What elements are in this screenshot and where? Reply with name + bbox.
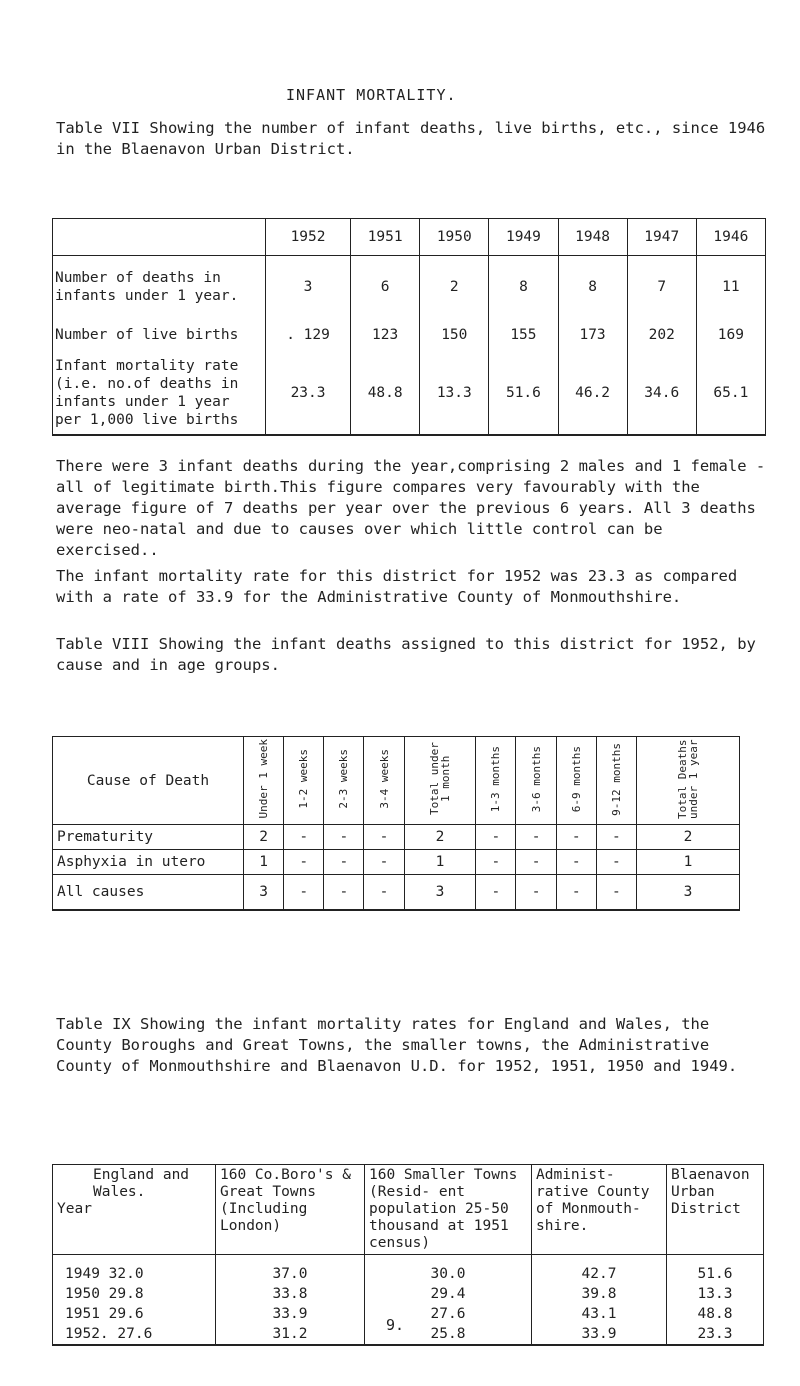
year-header: 1948 [558,219,627,256]
table-cell: - [596,875,636,911]
table-row [53,352,766,435]
table-cell: 23.3 [667,1324,764,1345]
row-label: Number of live births [53,318,266,352]
table-cell: 3 [637,875,740,911]
age-group-header: 9-12 months [596,737,636,825]
table-cell: 33.9 [216,1304,365,1324]
boroughs-header: 160 Co.Boro's & Great Towns (Including London) [216,1165,365,1255]
age-group-header: 3-6 months [516,737,556,825]
table-cell: - [324,875,364,911]
row-label: Asphyxia in utero [53,850,244,875]
table-cell: - [596,825,636,850]
table-cell: 6 [351,256,420,319]
table-row [53,875,740,911]
table-cell: - [516,875,556,911]
year-cell: 1951 29.6 [53,1304,216,1324]
table7-caption: Table VII Showing the number of infant deaths, live births, etc., since 1946 in the Blaenavon Urban District. [56,119,766,158]
table-cell: - [364,825,404,850]
table-cell: - [364,850,404,875]
table-cell: 25.8 [365,1324,532,1345]
year-header: 1950 [420,219,489,256]
table-cell: 51.6 [489,352,558,435]
age-group-header: Under 1 week [244,737,284,825]
table-cell: 30.0 [365,1255,532,1285]
year-header: 1952 [266,219,351,256]
table-cell: - [516,850,556,875]
table-cell: 31.2 [216,1324,365,1345]
table-row [53,825,740,850]
table-cell: 39.8 [532,1284,667,1304]
smaller-towns-header: 160 Smaller Towns (Resid- ent population 25-50 thousand at 1951 census) [365,1165,532,1255]
year-cell: 1950 29.8 [53,1284,216,1304]
page-heading: INFANT MORTALITY. [286,86,457,104]
year-cell: 1952. 27.6 [53,1324,216,1345]
table-cell: 23.3 [266,352,351,435]
table-row [53,256,766,319]
age-group-header: 3-4 weeks [364,737,404,825]
year-england-header [53,1165,216,1255]
table-cell: - [284,850,324,875]
table-cell: - [364,875,404,911]
table-cell: 48.8 [667,1304,764,1324]
table-cell: 1 [244,850,284,875]
age-group-header: 2-3 weeks [324,737,364,825]
table-cell: - [556,825,596,850]
county-header: Administ- rative County of Monmouth- shire. [532,1165,667,1255]
table-cell: - [284,875,324,911]
table-row [53,1324,764,1345]
table-cell: - [284,825,324,850]
paragraph-infant-deaths: There were 3 infant deaths during the year,comprising 2 males and 1 female - all of legitimate birth.This figure compares very favourably with the average figure of 7 deaths per year over the previous 6 years. All 3 deaths were neo-natal and due to causes over which little control can be exercised.. [56,457,766,559]
table-cell: 33.9 [532,1324,667,1345]
table-cell: 51.6 [667,1255,764,1285]
table-cell: 42.7 [532,1255,667,1285]
cause-header: Cause of Death [53,737,244,825]
mortality-comparison-table [52,1164,764,1346]
table-cell: - [476,825,516,850]
table-cell: 29.4 [365,1284,532,1304]
table-cell: 173 [558,318,627,352]
table-cell: 13.3 [420,352,489,435]
table-cell: - [324,825,364,850]
page-number: 9. [386,1316,405,1334]
year-header: 1949 [489,219,558,256]
year-cell: 1949 32.0 [53,1255,216,1285]
table-cell: 48.8 [351,352,420,435]
year-header: 1946 [696,219,765,256]
cause-of-death-table [52,736,740,911]
table-cell: 7 [627,256,696,319]
table-cell: 13.3 [667,1284,764,1304]
table-cell: - [476,875,516,911]
table9-caption: Table IX Showing the infant mortality rates for England and Wales, the County Boroughs and Great Towns, the smaller towns, the Administrative County of Monmouthshire and Blaenavon U.D. for 1952, 1951, 1950 and 1949. [56,1015,738,1075]
table-cell: 2 [420,256,489,319]
table-row [53,1284,764,1304]
live-births-table [52,218,766,436]
table-cell: - [556,875,596,911]
row-label: Number of deaths in infants under 1 year. [53,256,266,319]
table-cell: 1 [637,850,740,875]
table8-caption: Table VIII Showing the infant deaths assigned to this district for 1952, by cause and in age groups. [56,635,756,674]
row-label: Prematurity [53,825,244,850]
table-cell: 65.1 [696,352,765,435]
table-cell: - [476,850,516,875]
table-cell: 150 [420,318,489,352]
table-cell: 2 [404,825,476,850]
table-cell: 3 [404,875,476,911]
table-cell: 27.6 [365,1304,532,1324]
paragraph-mortality-rate: The infant mortality rate for this district for 1952 was 23.3 as compared with a rate of 33.9 for the Administrative County of Monmouthshire. [56,567,738,606]
table-cell: 1 [404,850,476,875]
table-cell: - [324,850,364,875]
table-cell: 155 [489,318,558,352]
row-label: All causes [53,875,244,911]
table-cell: - [516,825,556,850]
table-cell: 34.6 [627,352,696,435]
age-group-header: Total Deaths under 1 year [637,737,740,825]
age-group-header: 1-3 months [476,737,516,825]
table-row [53,850,740,875]
table-cell: 37.0 [216,1255,365,1285]
table-cell: 11 [696,256,765,319]
table-cell: 8 [558,256,627,319]
age-group-header: 6-9 months [556,737,596,825]
table-cell: 33.8 [216,1284,365,1304]
table-cell: 2 [637,825,740,850]
year-header: 1951 [351,219,420,256]
year-header: 1947 [627,219,696,256]
table-cell: 43.1 [532,1304,667,1324]
table-cell: - [596,850,636,875]
table-row [53,1304,764,1324]
age-group-header: Total under 1 month [404,737,476,825]
age-group-header: 1-2 weeks [284,737,324,825]
year-header: Year [57,1201,92,1217]
table-cell: 46.2 [558,352,627,435]
table-cell: 8 [489,256,558,319]
row-label: Infant mortality rate (i.e. no.of deaths in infants under 1 year per 1,000 live births [53,352,266,435]
table-cell: . 129 [266,318,351,352]
table-cell: 202 [627,318,696,352]
table-row [53,318,766,352]
blaenavon-header: Blaenavon Urban District [667,1165,764,1255]
table-cell: 3 [244,875,284,911]
table-cell: - [556,850,596,875]
table-cell: 169 [696,318,765,352]
table-cell: 3 [266,256,351,319]
table-cell: 123 [351,318,420,352]
table-row [53,1255,764,1285]
table-cell: 2 [244,825,284,850]
england-header: England and Wales. [93,1167,190,1200]
